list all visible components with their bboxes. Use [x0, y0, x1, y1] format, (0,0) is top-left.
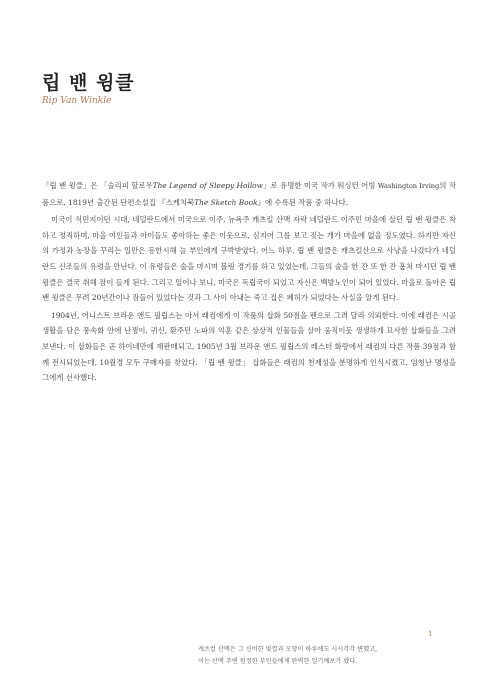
- intro-original-title: The Legend of Sleepy Hollow: [152, 181, 263, 190]
- intro-text-c: 」로 유명한 미국 작가 워싱턴 어빙: [262, 181, 378, 190]
- paragraph-illustrations: 1904년, 어니스트 브라운 앤드 필립스는 아서 래컴에게 이 작품의 삽화 50점을 펜으로 그려 달라 의뢰한다. 이에 래컴은 시골 생활을 담은 풍속화 안에 난쟁이, 귀신, 환주던 노파의 익훈 같은 상상적 인물들을 살아 움직이듯 생생하게 묘사한 삽화들을 그려 보낸다. 이 삽화들은 곧 하이네만에 재판매되고, 1905년 3월 브라운 앤드 필립스의 레스터 화랑에서 래컴의 다른 작품 39점과 함께 전시되었는데, 10월경 모두 구매자를 찾았다. 「립 밴 윙클」 삽화들은 래컴의 천재성을 분명하게 인식시켰고, 엄청난 명성을 그에게 선사했다.: [42, 310, 456, 383]
- intro-text-g: 』에 수록된 작품 중 하나다.: [257, 197, 349, 207]
- page-number: 1: [428, 630, 433, 638]
- intro-book-title: The Sketch Book: [194, 197, 258, 207]
- intro-text-e: 의 작품으로, 1819년 출간된 단편소설집 『스케치북: [42, 181, 456, 207]
- footnote-line: 이는 산맥 주변 원정한 부인들에게 완벽한 일기예보가 됐다.: [198, 658, 358, 665]
- footnote: [198, 644, 438, 668]
- page-title: 립 밴 윙클: [42, 72, 135, 94]
- page-subtitle: Rip Van Winkle: [42, 96, 112, 106]
- paragraph-synopsis: 미국이 식민지이던 시대, 네덜란드에서 미국으로 이주, 뉴욕주 캐츠킬 산맥 자락 네덜란드 이주민 마을에 살던 립 밴 윙클은 착하고 정직하며, 마을 여인들과 아이들도 좋아하는 좋은 이웃으로, 심지어 그를 보고 짖는 개가 마을에 없을 정도였다. 하지만 자신의 가정과 농장을 꾸리는 일만은 등한시해 늘 부인에게 구박받았다. 어느 하루, 립 밴 윙클은 캐츠킬산으로 사냥을 나갔다가 네덜란드 신조들의 유령을 만난다. 이 유령들은 술을 마시며 볼링 경기를 하고 있었는데, 그들의 술을 한 잔 또 한 잔 훔쳐 마시던 립 밴 윙클은 결국 취해 잠이 들게 된다. 그리고 일어나 보니, 미국은 독립국이 되었고 자신은 백발노인이 되어 있었다. 마을로 돌아온 립 밴 윙클은 무려 20년간이나 잠들어 있었다는 것과 그 사이 아내는 죽고 집은 폐허가 되었다는 사실을 알게 된다.: [42, 215, 456, 303]
- body-text: [42, 178, 456, 388]
- intro-author-name: Washington Irving: [377, 182, 440, 190]
- footnote-line: 캐츠킬 산맥은 그 신비한 빛깔과 모양이 하루에도 시시각각 변했고,: [198, 646, 378, 653]
- intro-text-a: 「립 밴 윙클」은 「슬리피 할로우: [42, 181, 153, 190]
- paragraph-intro: [42, 178, 456, 210]
